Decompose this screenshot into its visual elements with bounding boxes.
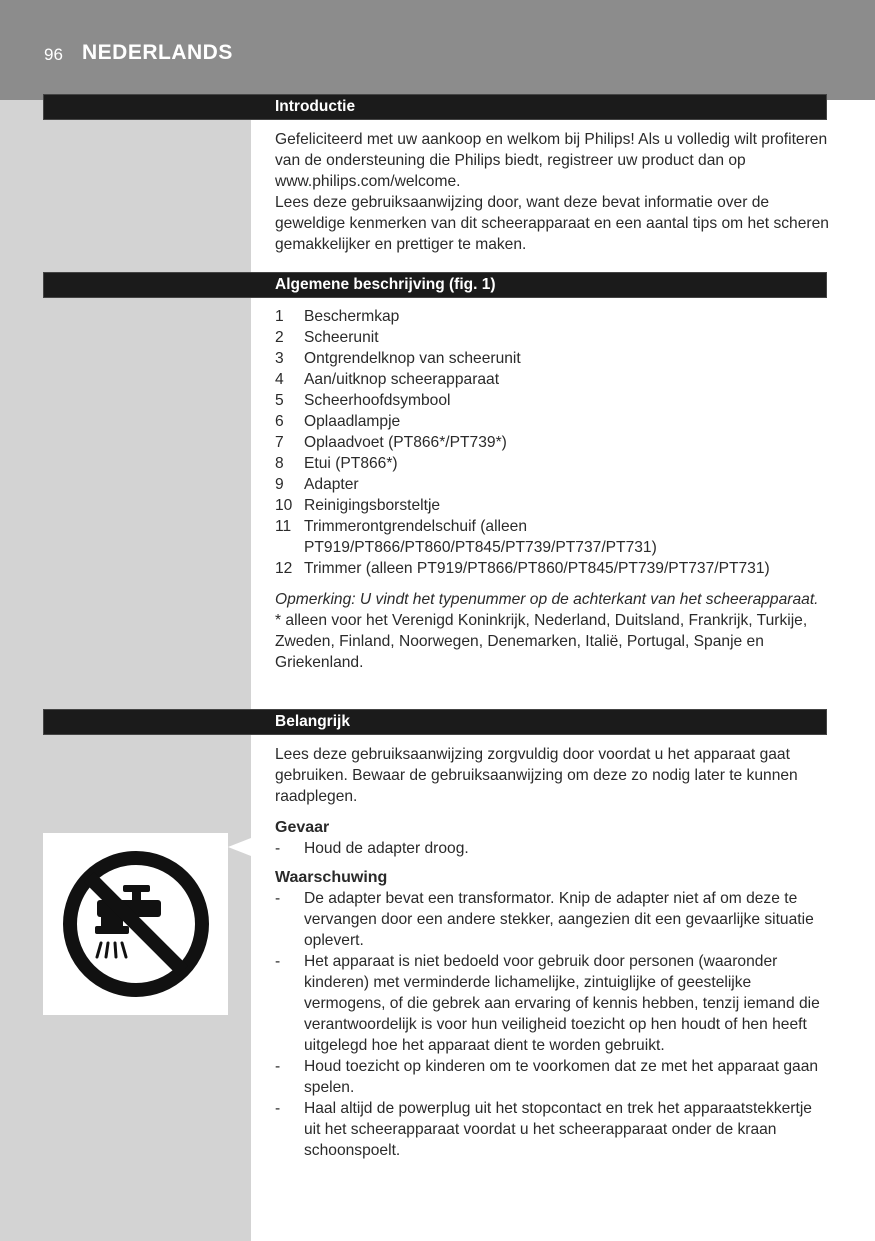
list-item [275, 369, 830, 390]
item-number: 2 [275, 329, 284, 346]
no-water-tap-icon [43, 833, 228, 1015]
language-title: NEDERLANDS [82, 41, 233, 64]
dash: - [275, 890, 281, 907]
section-bar-introductie [43, 94, 827, 120]
item-text: Haal altijd de powerplug uit het stopcontact en trek het apparaatstekkertje uit het scheerapparaat voordat u het scheerapparaat onder de kraan schoonspoelt. [304, 1100, 812, 1159]
list-item [275, 474, 830, 495]
list-item [275, 327, 830, 348]
item-text: Beschermkap [304, 308, 400, 325]
item-text: Ontgrendelknop van scheerunit [304, 350, 521, 367]
item-text: Scheerunit [304, 329, 379, 346]
danger-list [275, 838, 830, 859]
item-number: 6 [275, 413, 284, 430]
note-footnote: * alleen voor het Verenigd Koninkrijk, Nederland, Duitsland, Frankrijk, Turkije, Zweden, Finland, Noorwegen, Denemarken, Italië, Portugal, Spanje en Griekenland. [275, 612, 808, 671]
item-text: Etui (PT866*) [304, 455, 398, 472]
item-number: 3 [275, 350, 284, 367]
item-number: 1 [275, 308, 284, 325]
list-item [275, 516, 830, 558]
item-number: 12 [275, 560, 293, 577]
intro-paragraph: Lees deze gebruiksaanwijzing door, want deze bevat informatie over de geweldige kenmerken van dit scheerapparaat en een aantal tips om het scheren gemakkelijker en prettiger te maken. [275, 194, 829, 253]
list-item [275, 558, 830, 579]
warning-heading: Waarschuwing [275, 869, 388, 886]
item-number: 10 [275, 497, 293, 514]
important-intro: Lees deze gebruiksaanwijzing zorgvuldig door voordat u het apparaat gaat gebruiken. Bewaar de gebruiksaanwijzing om deze zo nodig later te kunnen raadplegen. [275, 746, 798, 805]
item-text: Het apparaat is niet bedoeld voor gebruik door personen (waaronder kinderen) met verminderde lichamelijke, zintuiglijke of geestelijke vermogens, of die gebrek aan ervaring of kennis hebben, tenzij iemand die verantwoordelijk is voor hun veiligheid toezicht op hen houdt of hen heeft uitgelegd hoe het apparaat dient te worden gebruikt. [304, 953, 820, 1054]
item-number: 9 [275, 476, 284, 493]
list-item [275, 306, 830, 327]
item-text: Oplaadvoet (PT866*/PT739*) [304, 434, 507, 451]
note-italic: Opmerking: U vindt het typenummer op de achterkant van het scheerapparaat. [275, 591, 819, 608]
section-title: Introductie [275, 98, 356, 115]
item-text: Oplaadlampje [304, 413, 401, 430]
list-item [275, 453, 830, 474]
page-number: 96 [44, 45, 63, 64]
warning-list [275, 888, 830, 1161]
intro-text [275, 129, 830, 255]
section-title: Algemene beschrijving (fig. 1) [275, 276, 496, 293]
item-number: 4 [275, 371, 284, 388]
list-item [275, 888, 830, 951]
intro-paragraph: Gefeliciteerd met uw aankoop en welkom bij Philips! Als u volledig wilt profiteren van de ondersteuning die Philips biedt, registreer uw product dan op www.philips.com/welcome. [275, 131, 828, 190]
list-item [275, 951, 830, 1056]
item-text: Aan/uitknop scheerapparaat [304, 371, 500, 388]
item-text: Scheerhoofdsymbool [304, 392, 451, 409]
item-text: Houd toezicht op kinderen om te voorkomen dat ze met het apparaat gaan spelen. [304, 1058, 819, 1096]
danger-heading: Gevaar [275, 819, 330, 836]
pictogram-box [43, 833, 228, 1015]
dash: - [275, 1100, 281, 1117]
dash: - [275, 1058, 281, 1075]
item-text: De adapter bevat een transformator. Knip de adapter niet af om deze te vervangen door een andere stekker, aangezien dit een gevaarlijke situatie oplevert. [304, 890, 814, 949]
dash: - [275, 840, 281, 857]
item-text: Trimmer (alleen PT919/PT866/PT860/PT845/PT739/PT737/PT731) [304, 560, 770, 577]
list-item [275, 432, 830, 453]
important-text [275, 744, 830, 1161]
item-text: Reinigingsborsteltje [304, 497, 441, 514]
item-number: 8 [275, 455, 284, 472]
list-item [275, 348, 830, 369]
item-text: Trimmerontgrendelschuif (alleen PT919/PT866/PT860/PT845/PT739/PT737/PT731) [304, 518, 657, 556]
note-block [275, 589, 830, 673]
item-number: 11 [275, 518, 292, 535]
list-item [275, 838, 830, 859]
item-text: Adapter [304, 476, 359, 493]
section-bar-belangrijk [43, 709, 827, 735]
list-item [275, 1056, 830, 1098]
section-title: Belangrijk [275, 713, 350, 730]
list-item [275, 1098, 830, 1161]
parts-list [275, 306, 830, 579]
item-number: 5 [275, 392, 284, 409]
list-item [275, 411, 830, 432]
section-bar-algemene-beschrijving [43, 272, 827, 298]
pictogram-pointer [228, 838, 251, 856]
list-item [275, 390, 830, 411]
item-text: Houd de adapter droog. [304, 840, 469, 857]
item-number: 7 [275, 434, 284, 451]
dash: - [275, 953, 281, 970]
list-item [275, 495, 830, 516]
